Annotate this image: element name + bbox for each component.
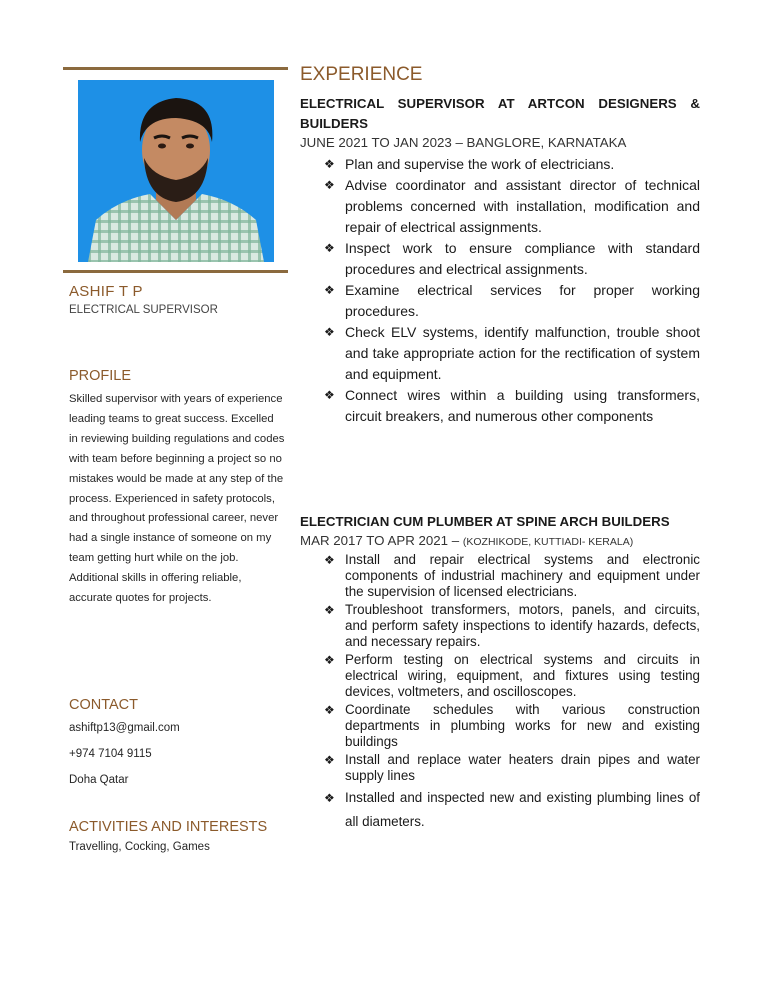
list-item <box>324 602 700 650</box>
duty-text: Connect wires within a building using transformers, circuit breakers, and numerous other components <box>345 387 700 424</box>
diamond-dots-icon: ❖ <box>324 283 335 297</box>
contact-heading: CONTACT <box>69 697 139 713</box>
job-title: ELECTRICAL SUPERVISOR AT ARTCON DESIGNERS & BUILDERS <box>300 96 700 131</box>
duty-text: Plan and supervise the work of electricians. <box>345 156 615 172</box>
list-item <box>324 385 700 427</box>
person-name: ASHIF T P <box>69 283 143 300</box>
profile-text: Skilled supervisor with years of experience leading teams to great success. Excelled in reviewing building regulations and codes with team before beginning a project so no mistakes would be made at any step of the process. Experienced in safety protocols, and throughout professional career, never had a single instance of someone on my team getting hurt while on the job. Additional skills in offering reliable, accurate quotes for projects. <box>69 393 285 605</box>
duty-text: Perform testing on electrical systems and circuits in electrical wiring, equipment, and fixtures using testing devices, voltmeters, and oscilloscopes. <box>345 652 700 699</box>
contact-email[interactable]: ashiftp13@gmail.com <box>69 722 180 734</box>
diamond-dots-icon: ❖ <box>324 603 335 617</box>
person-role: ELECTRICAL SUPERVISOR <box>69 304 218 316</box>
duty-text: Advise coordinator and assistant director of technical problems concerned with installation, modification and repair of electrical assignments. <box>345 177 700 235</box>
job-period <box>300 533 700 548</box>
diamond-dots-icon: ❖ <box>324 791 335 805</box>
list-item <box>324 702 700 750</box>
contact-location: Doha Qatar <box>69 774 129 786</box>
sidebar <box>63 67 288 316</box>
list-item <box>324 238 700 280</box>
list-item <box>324 175 700 238</box>
duty-text: Check ELV systems, identify malfunction, trouble shoot and take appropriate action for the rectification of system and equipment. <box>345 324 700 382</box>
duty-text: Inspect work to ensure compliance with standard procedures and electrical assignments. <box>345 240 700 277</box>
contact-phone: +974 7104 9115 <box>69 748 152 760</box>
profile-photo <box>78 80 274 262</box>
experience-section <box>300 64 700 427</box>
duty-text: Coordinate schedules with various construction departments in plumbing works for new and existing buildings <box>345 702 700 749</box>
list-item <box>324 752 700 784</box>
diamond-dots-icon: ❖ <box>324 703 335 717</box>
job-period-main: MAR 2017 TO APR 2021 – <box>300 533 463 548</box>
diamond-dots-icon: ❖ <box>324 178 335 192</box>
diamond-dots-icon: ❖ <box>324 325 335 339</box>
diamond-dots-icon: ❖ <box>324 553 335 567</box>
activities-text: Travelling, Cocking, Games <box>69 841 210 853</box>
list-item <box>324 154 700 175</box>
list-item <box>324 280 700 322</box>
duty-text: Installed and inspected new and existing plumbing lines of all diameters. <box>345 790 700 829</box>
profile-section <box>63 368 285 609</box>
job-period: JUNE 2021 TO JAN 2023 – BANGLORE, KARNATAKA <box>300 135 627 150</box>
profile-heading: PROFILE <box>69 368 132 384</box>
list-item <box>324 552 700 600</box>
activities-section <box>63 819 285 853</box>
list-item <box>324 322 700 385</box>
job-duties-list <box>300 552 700 834</box>
photo-divider <box>63 270 288 273</box>
experience-heading: EXPERIENCE <box>300 64 423 85</box>
diamond-dots-icon: ❖ <box>324 753 335 767</box>
job-title: ELECTRICIAN CUM PLUMBER AT SPINE ARCH BUILDERS <box>300 514 670 529</box>
job-period-location: (KOZHIKODE, KUTTIADI- KERALA) <box>462 536 634 548</box>
list-item <box>324 786 700 834</box>
job-duties-list <box>300 154 700 427</box>
activities-heading: ACTIVITIES AND INTERESTS <box>69 819 268 835</box>
diamond-dots-icon: ❖ <box>324 157 335 171</box>
diamond-dots-icon: ❖ <box>324 653 335 667</box>
list-item <box>324 652 700 700</box>
diamond-dots-icon: ❖ <box>324 388 335 402</box>
top-divider <box>63 67 288 70</box>
contact-section <box>63 697 285 797</box>
duty-text: Install and replace water heaters drain pipes and water supply lines <box>345 752 700 783</box>
diamond-dots-icon: ❖ <box>324 241 335 255</box>
duty-text: Troubleshoot transformers, motors, panels, and circuits, and perform safety inspections to identify hazards, defects, and necessary repairs. <box>345 602 700 649</box>
experience-job-2 <box>300 512 700 836</box>
duty-text: Examine electrical services for proper working procedures. <box>345 282 700 319</box>
duty-text: Install and repair electrical systems and electronic components of industrial machinery and equipment under the supervision of licensed electricians. <box>345 552 700 599</box>
